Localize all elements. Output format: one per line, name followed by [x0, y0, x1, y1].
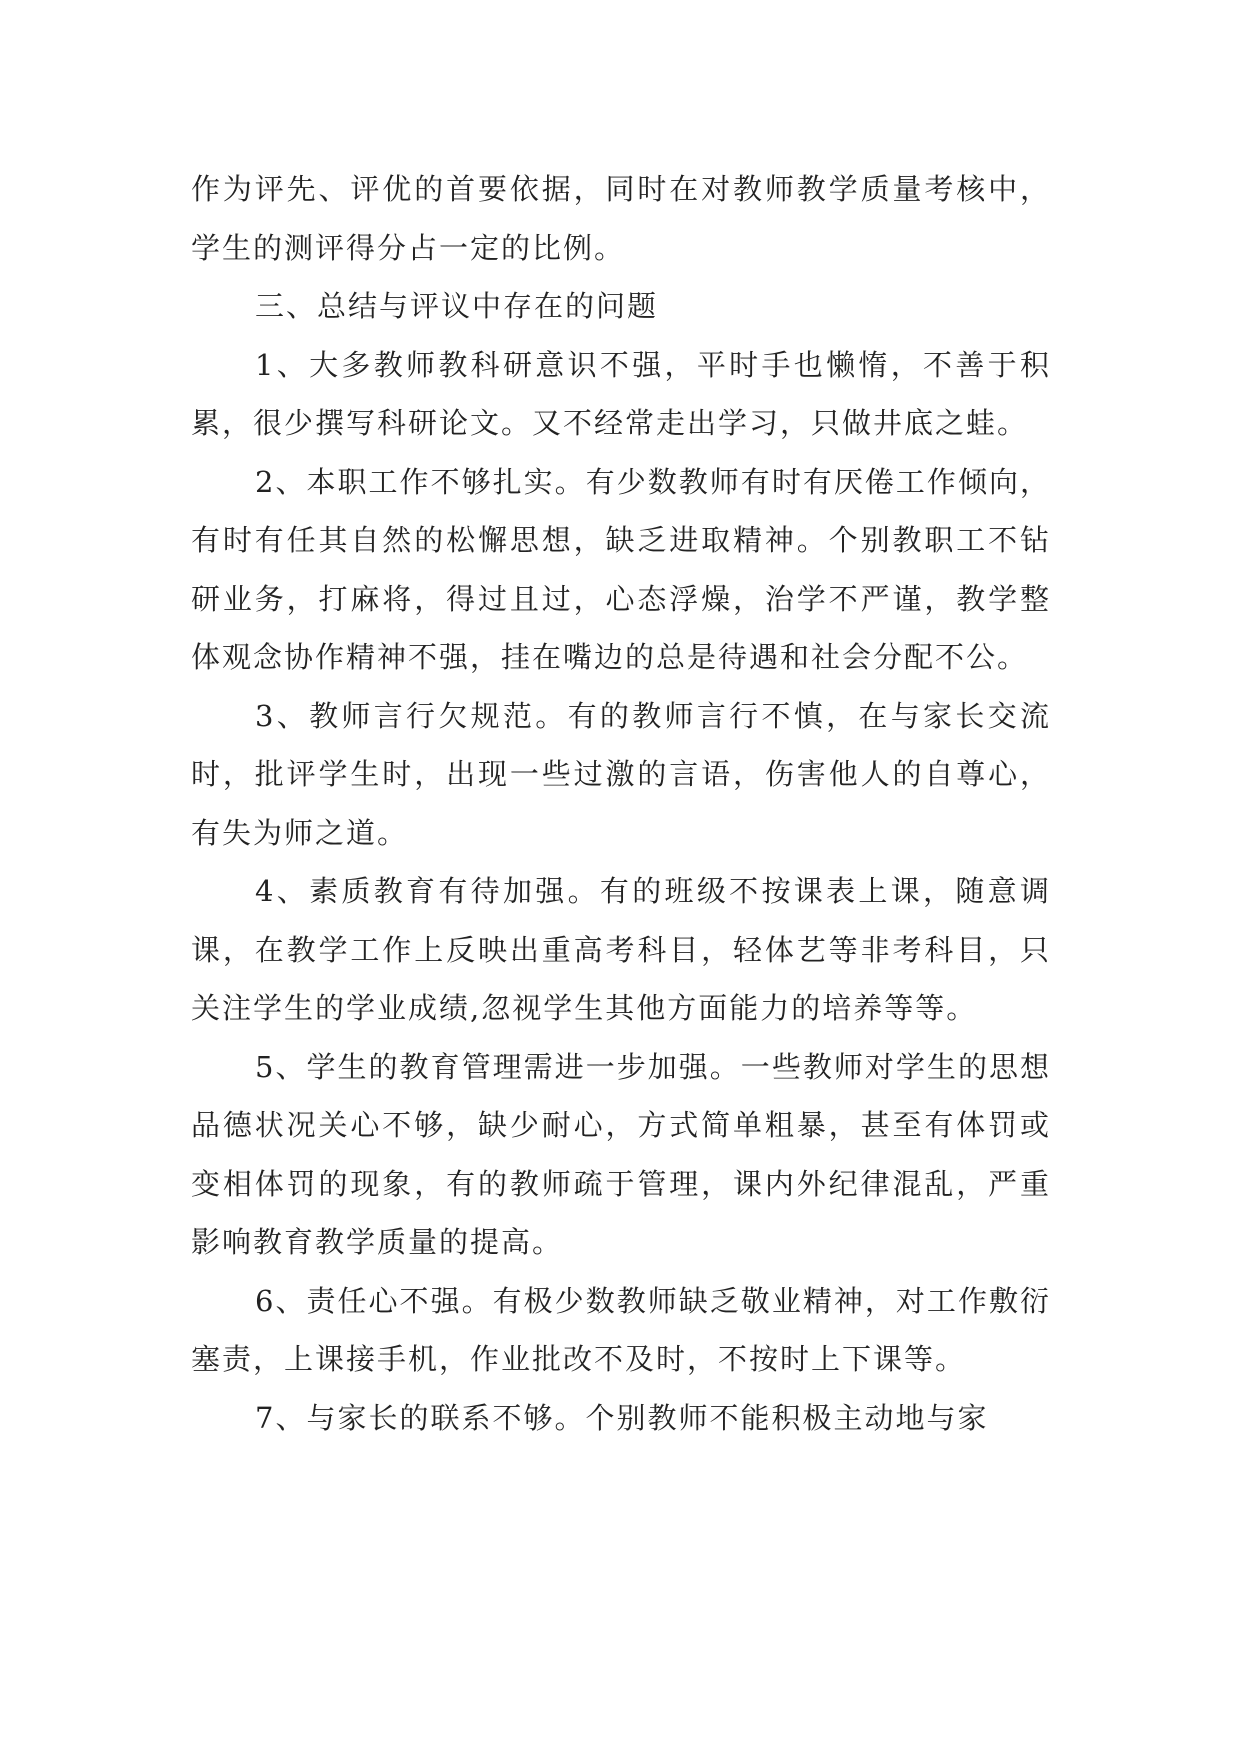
paragraph-item-1: 1、大多教师教科研意识不强，平时手也懒惰，不善于积累，很少撰写科研论文。又不经常走出学习，只做井底之蛙。	[191, 347, 1051, 440]
paragraph-item-6: 6、责任心不强。有极少数教师缺乏敬业精神，对工作敷衍塞责，上课接手机，作业批改不及时，不按时上下课等。	[191, 1283, 1051, 1376]
paragraph-item-2: 2、本职工作不够扎实。有少数教师有时有厌倦工作倾向，有时有任其自然的松懈思想，缺乏进取精神。个别教职工不钻研业务，打麻将，得过且过，心态浮燥，治学不严谨，教学整体观念协作精神不强，挂在嘴边的总是待遇和社会分配不公。	[191, 464, 1051, 674]
paragraph-item-5: 5、学生的教育管理需进一步加强。一些教师对学生的思想品德状况关心不够，缺少耐心，方式简单粗暴，甚至有体罚或变相体罚的现象，有的教师疏于管理，课内外纪律混乱，严重影响教育教学质量的提高。	[191, 1049, 1051, 1259]
section-heading-problems: 三、总结与评议中存在的问题	[255, 289, 659, 323]
paragraph-item-3: 3、教师言行欠规范。有的教师言行不慎，在与家长交流时，批评学生时，出现一些过激的言语，伤害他人的自尊心，有失为师之道。	[191, 698, 1051, 850]
paragraph-continuation: 作为评先、评优的首要依据，同时在对教师教学质量考核中，学生的测评得分占一定的比例。	[191, 172, 1051, 265]
paragraph-item-4: 4、素质教育有待加强。有的班级不按课表上课，随意调课，在教学工作上反映出重高考科目，轻体艺等非考科目，只关注学生的学业成绩,忽视学生其他方面能力的培养等等。	[191, 874, 1051, 1025]
document-body	[191, 160, 1051, 1447]
paragraph-item-7: 7、与家长的联系不够。个别教师不能积极主动地与家	[255, 1400, 989, 1435]
